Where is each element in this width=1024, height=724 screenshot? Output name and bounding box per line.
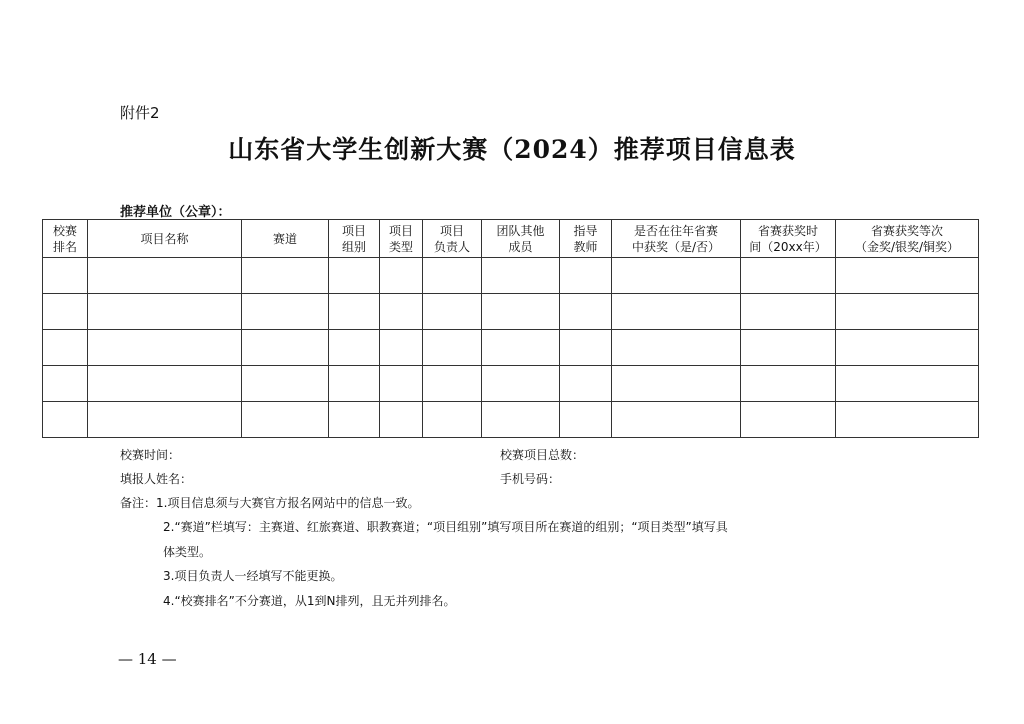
table-cell[interactable] [329,294,380,330]
recommending-unit-label: 推荐单位（公章）： [120,205,231,220]
table-cell[interactable] [43,366,88,402]
table-cell[interactable] [836,258,979,294]
column-header-line: 组别 [341,239,366,254]
table-cell[interactable] [612,258,741,294]
table-cell[interactable] [423,294,482,330]
table-cell[interactable] [482,366,560,402]
table-cell[interactable] [612,402,741,438]
column-header-line: 赛道 [272,231,297,246]
column-header-line: 项目名称 [140,231,189,246]
table-row [43,330,979,366]
table-row [43,366,979,402]
table-cell[interactable] [612,294,741,330]
column-header-line: 是否在往年省赛 [633,223,718,238]
column-header-line: 教师 [573,239,598,254]
note-2-continued: 体类型。 [163,545,212,559]
table-cell[interactable] [741,330,836,366]
table-row [43,258,979,294]
column-header [612,220,741,258]
table-cell[interactable] [43,294,88,330]
column-header [88,220,242,258]
column-header-line: 指导 [573,223,598,238]
table-cell[interactable] [43,402,88,438]
column-header-line: 间（20xx年） [749,239,827,254]
table-cell[interactable] [612,330,741,366]
table-cell[interactable] [380,366,423,402]
table-cell[interactable] [836,366,979,402]
table-cell[interactable] [88,258,242,294]
table-cell[interactable] [836,330,979,366]
column-header [380,220,423,258]
table-cell[interactable] [242,258,329,294]
table-cell[interactable] [741,258,836,294]
table-cell[interactable] [88,402,242,438]
page-title: 山东省大学生创新大赛（2024）推荐项目信息表 [228,135,796,164]
table-cell[interactable] [482,258,560,294]
filler-name-label: 填报人姓名： [120,472,193,486]
table-row [43,402,979,438]
table-cell[interactable] [242,402,329,438]
table-header-row [43,220,979,258]
column-header-line: 省赛获奖等次 [870,223,943,238]
table-cell[interactable] [836,294,979,330]
page-number: — 14 — [118,650,177,668]
table-cell[interactable] [88,366,242,402]
table-cell[interactable] [741,366,836,402]
note-1: 备注：1.项目信息须与大赛官方报名网站中的信息一致。 [120,496,420,510]
column-header-line: 项目 [388,223,413,238]
table-cell[interactable] [380,294,423,330]
table-cell[interactable] [423,330,482,366]
column-header-line: 项目 [439,223,464,238]
column-header [329,220,380,258]
column-header-line: 负责人 [433,239,470,254]
table-cell[interactable] [242,330,329,366]
table-cell[interactable] [43,330,88,366]
attachment-label: 附件2 [120,104,160,122]
column-header [560,220,612,258]
table-cell[interactable] [43,258,88,294]
note-4: 4.“校赛排名”不分赛道，从1到N排列，且无并列排名。 [163,594,456,608]
table-cell[interactable] [380,402,423,438]
table-cell[interactable] [560,366,612,402]
table-cell[interactable] [380,330,423,366]
column-header-line: 成员 [508,239,533,254]
table-cell[interactable] [242,294,329,330]
table-cell[interactable] [560,330,612,366]
table-cell[interactable] [329,366,380,402]
column-header-line: 校赛 [52,223,77,238]
column-header [482,220,560,258]
column-header-line: （金奖/银奖/铜奖） [854,239,960,254]
column-header [836,220,979,258]
table-cell[interactable] [423,402,482,438]
note-2: 2.“赛道”栏填写：主赛道、红旅赛道、职教赛道；“项目组别”填写项目所在赛道的组别；“项目类型”填写具 [163,520,728,534]
column-header [43,220,88,258]
table-cell[interactable] [242,366,329,402]
phone-number-label: 手机号码： [500,472,561,486]
table-cell[interactable] [741,294,836,330]
table-row [43,294,979,330]
table-cell[interactable] [423,366,482,402]
total-projects-label: 校赛项目总数： [500,448,585,462]
table-cell[interactable] [482,330,560,366]
note-3: 3.项目负责人一经填写不能更换。 [163,569,343,583]
table-cell[interactable] [560,402,612,438]
table-cell[interactable] [88,330,242,366]
column-header-line: 类型 [388,239,413,254]
column-header-line: 项目 [341,223,366,238]
school-competition-time-label: 校赛时间： [120,448,181,462]
table-cell[interactable] [741,402,836,438]
project-info-table [42,219,979,438]
column-header-line: 中获奖（是/否） [631,239,721,254]
column-header-line: 团队其他 [496,223,545,238]
table-cell[interactable] [329,402,380,438]
table-cell[interactable] [482,294,560,330]
table-cell[interactable] [380,258,423,294]
table-cell[interactable] [329,258,380,294]
table-cell[interactable] [423,258,482,294]
table-cell[interactable] [329,330,380,366]
column-header-line: 排名 [52,239,77,254]
table-cell[interactable] [836,402,979,438]
table-cell[interactable] [560,294,612,330]
column-header [741,220,836,258]
table-cell[interactable] [482,402,560,438]
table-cell[interactable] [88,294,242,330]
column-header [423,220,482,258]
table-cell[interactable] [612,366,741,402]
column-header [242,220,329,258]
table-cell[interactable] [560,258,612,294]
column-header-line: 省赛获奖时 [757,223,818,238]
